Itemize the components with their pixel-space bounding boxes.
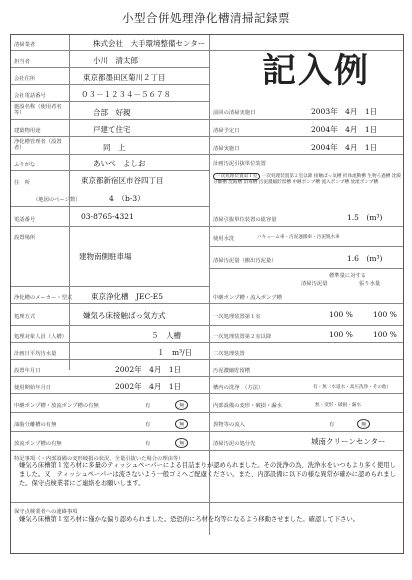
phone-label: 会社電話番号 — [14, 93, 46, 99]
manager-value: 同 上 — [103, 143, 126, 152]
std-a-label: 清掃汚泥量 — [301, 281, 328, 287]
install-label: 設置年月日 — [14, 368, 41, 374]
flow-label: 計画日平均汚水量 — [14, 351, 57, 357]
oil-label: 油脂分離槽の有無 — [14, 422, 57, 428]
manager-label: 浄化槽管理者（設置者） — [14, 139, 62, 151]
use-value: 2002年 4月 1日 — [115, 382, 182, 391]
tank-item: 沈殿槽 — [228, 180, 243, 186]
p3b-value: 100 % — [373, 330, 397, 339]
contractor-value: 株式会社 大手環境整備センター — [93, 39, 206, 48]
place-value: 建物南側駐車場 — [79, 252, 132, 261]
total-label: 清掃引抜単位装置の総容量 — [213, 217, 277, 223]
foreign-yes: 有 — [329, 422, 335, 428]
p5-label: 汚泥濃縮貯留槽 — [213, 368, 251, 374]
people-label: 処理対象人員（人槽） — [14, 334, 67, 340]
install-value: 2002年 4月 1日 — [115, 365, 182, 374]
flow-value: １ m³/日 — [157, 348, 193, 357]
form-sheet — [10, 34, 404, 554]
mapno-label: （地図のページ数） — [33, 197, 81, 203]
person-value: 小川 清太郎 — [93, 56, 138, 65]
maker-label: 浄化槽のメーカー・型式 — [14, 295, 73, 301]
plan-clean-label: 清掃予定日 — [213, 128, 240, 134]
tank-item: 生物ろ過槽 — [367, 174, 391, 179]
tank-item: 中継ポンプ槽 — [292, 180, 321, 186]
row-oil — [11, 413, 403, 432]
done-clean-value: 2004年 4月 1日 — [311, 143, 378, 152]
damage-value: 無・変形・破損・漏水 — [315, 403, 361, 408]
row-tel — [11, 207, 403, 227]
amount-label: 清掃汚泥量（搬出汚泥量） — [213, 258, 277, 264]
pump-yes: 有 — [145, 403, 151, 409]
contractor-label: 清掃業者 — [14, 42, 36, 48]
tanks-label: 計画汚泥引抜単位装置 — [213, 161, 266, 167]
disposal-value: 城南クリーンセンター — [311, 437, 386, 446]
sample-stamp: 記入例 — [262, 51, 370, 91]
wash-label: 槽内の洗浄 （方法） — [213, 385, 264, 391]
water-label: 使用水洗 — [213, 236, 235, 242]
mapno-value: 4 （b-3） — [109, 194, 145, 203]
done-clean-label: 清掃実施日 — [213, 146, 240, 152]
inspect-label: 保守点検業者への連絡事項 — [14, 509, 78, 515]
p1-label: 中継ポンプ槽・流入ポンプ槽 — [213, 295, 282, 301]
tel-label: 電話番号 — [14, 217, 36, 223]
tel-value: 03-8765-4321 — [81, 212, 134, 221]
special-text: 嫌気ろ床槽第１室ろ材に多量のティッシュペーパーによる目詰まりが認められました。その洗浄の為、洗浄水をいつもより多く使用しました。又 ティッシュペーパーは流さないよう一般ゴミへご配慮ください。また、内部設備に以下の様な異常が確かに認められました。保守点検業者にご連絡をお願いします。 — [19, 462, 396, 487]
pump-label: 中継ポンプ槽・放流ポンプ槽の有無 — [14, 403, 99, 409]
form-title: 小型合併処理浄化槽清掃記録票 — [122, 11, 290, 25]
inspect-text: 嫌気ろ床槽第１室ろ材に僅かな偏り認められました。恐恐的にろ材を均等になるよう移動させました。確認して下さい。 — [19, 516, 360, 523]
tank-item: 放流ポンプ槽 — [350, 180, 379, 186]
std-b-label: 張り水量 — [359, 281, 381, 287]
p2-label: 一次処理装置第１室 — [213, 314, 261, 320]
use-label: 使用開始年月日 — [14, 385, 52, 391]
tank-item: 一次処理装置第２室以降 — [261, 174, 313, 179]
damage-label: 内部設備の変形・破損・漏水 — [213, 403, 282, 409]
std-label: 標準量に対する — [329, 273, 367, 279]
oil-no: 無 — [175, 419, 188, 429]
p2b-value: 100 % — [373, 310, 397, 319]
furigana-label: ふりがな — [14, 162, 36, 168]
wash-value: 有・無（水道水・高圧洗浄・その他） — [313, 385, 392, 390]
building-value: 戸建て住宅 — [93, 125, 131, 134]
p3-label: 一次処理装置第２室以降 — [213, 334, 272, 340]
phone-value: ０３－１２３４－５６７８ — [81, 90, 171, 99]
tank-item: 消毒槽 — [243, 180, 258, 186]
address-label: 会社住所 — [14, 76, 36, 82]
tank-item: 沈殿分離槽 — [213, 174, 401, 186]
prev-clean-label: 前回の清掃実施日 — [213, 110, 256, 116]
water-value: バキューム車・汚泥運搬車・汚泥脱水車 — [257, 235, 340, 240]
people-value: ５ 人槽 — [151, 331, 181, 340]
p2a-value: 100 % — [329, 310, 353, 319]
address-value: 東京都墨田区菊川２丁目 — [83, 73, 166, 82]
total-value: 1.5 (m³) — [347, 213, 383, 222]
p3a-value: 100 % — [329, 330, 353, 339]
building-label: 建築物用途 — [14, 128, 41, 134]
plan-clean-value: 2004年 4月 1日 — [311, 125, 378, 134]
tank-item: 担体流動槽 — [342, 174, 366, 179]
sediment-label: 放流ポンプ槽の有無 — [14, 441, 62, 447]
tank-item: 流入ポンプ槽 — [321, 180, 350, 186]
prev-clean-value: 2003年 4月 1日 — [311, 107, 378, 116]
row-flow — [11, 343, 403, 360]
user-value: 合部 好親 — [93, 108, 131, 117]
sediment-yes: 有 — [145, 441, 151, 447]
address2-label: 住 所 — [14, 180, 30, 186]
tanks-list — [213, 174, 401, 187]
tank-item: 接触ばっ気槽 — [313, 174, 342, 179]
method-label: 処理方式 — [14, 314, 36, 320]
foreign-no: 無 — [357, 419, 370, 429]
furigana-value: あいべ よしお — [93, 159, 146, 168]
address2-value: 東京都新宿区市谷四丁目 — [81, 176, 164, 185]
oil-yes: 有 — [145, 422, 151, 428]
foreign-label: 異物等の流入 — [213, 422, 245, 428]
tank-item: 汚泥濃縮貯留槽 — [258, 180, 291, 186]
user-label: 施設名称（使用者名等） — [14, 104, 62, 116]
p4-label: 二次処理装置 — [213, 351, 245, 357]
row-install — [11, 360, 403, 377]
tank-item: 一次処理装置第１室 — [213, 173, 260, 180]
pump-no: 無 — [175, 400, 188, 410]
disposal-label: 清掃汚泥の処分先 — [213, 441, 256, 447]
sediment-no: 無 — [175, 438, 188, 448]
method-value: 嫌気ろ床接触ばっ気方式 — [83, 311, 166, 320]
special-label: 特記事項（・内部設備の変形破損の状況、全量引抜いた場合の理由等） — [14, 456, 184, 462]
place-label: 設置場所 — [14, 235, 36, 241]
amount-value: 1.6 (m³) — [347, 254, 383, 263]
person-label: 担当者 — [14, 59, 30, 65]
maker-value: 東京浄化槽 JEC-E5 — [91, 292, 164, 301]
